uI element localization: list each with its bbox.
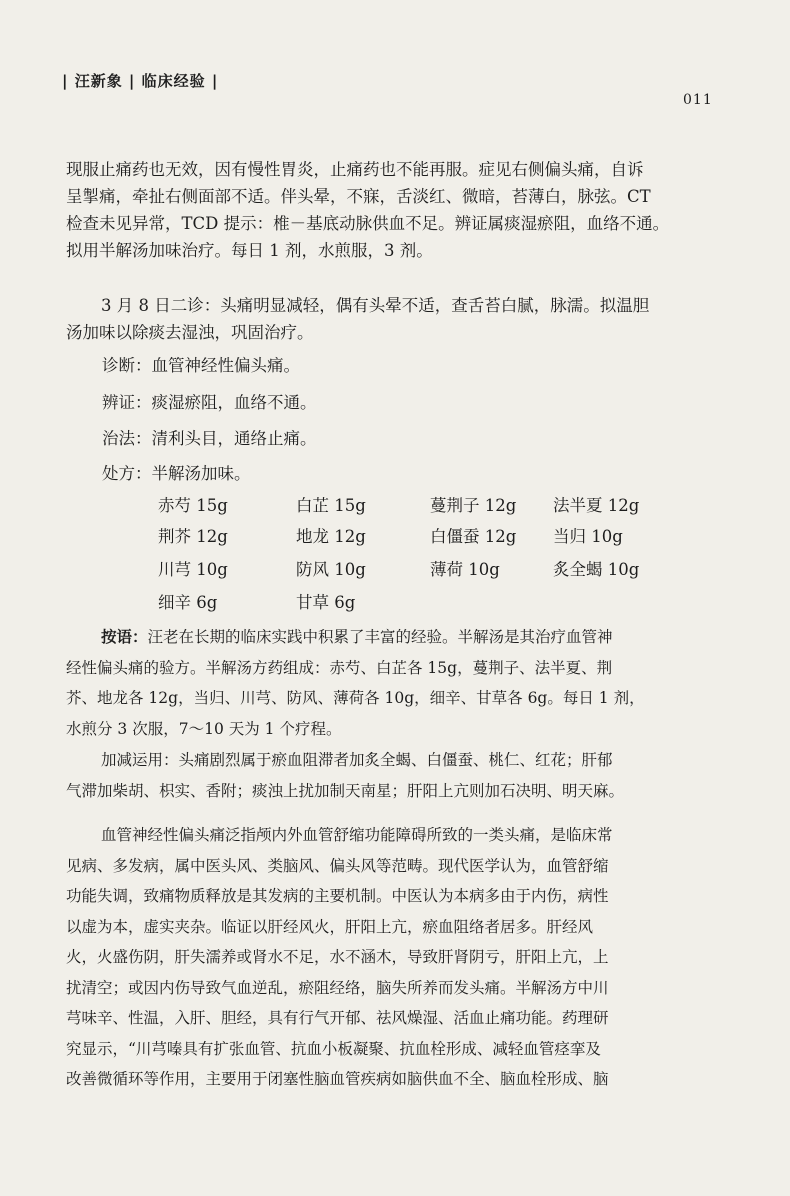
text-line: 改善微循环等作用，主要用于闭塞性脑血管疾病如脑供血不全、脑血栓形成、脑 [66,1070,609,1088]
text-line: 汤加味以除痰去湿浊，巩固治疗。 [66,323,314,342]
text-line: 见病、多发病，属中医头风、类脑风、偏头风等范畴。现代医学认为，血管舒缩 [66,856,609,875]
herb-item: 白芷 15g [296,496,366,515]
text-line: 现服止痛药也无效，因有慢性胃炎，止痛药也不能再服。症见右侧偏头痛，自诉 [66,160,644,179]
text-line [66,622,726,653]
herb-item: 白僵蚕 12g [430,527,517,546]
herb-item: 法半夏 12g [553,496,640,515]
second-visit-paragraph [66,292,716,346]
text-line: 加减运用：头痛剧烈属于瘀血阻滞者加炙全蝎、白僵蚕、桃仁、红花；肝郁 [101,751,613,769]
text-line: 功能失调，致痛物质释放是其发病的主要机制。中医认为本病多由于内伤，病性 [66,887,609,905]
treatment-method: 治法：清利头目，通络止痛。 [102,429,317,448]
herb-item: 防风 10g [296,560,366,579]
herb-item: 荆芥 12g [158,527,228,546]
diagnosis: 诊断：血管神经性偏头痛。 [102,356,300,375]
syndrome-differentiation: 辨证：痰湿瘀阻，血络不通。 [102,393,317,412]
text-line: 以虚为本，虚实夹杂。临证以肝经风火，肝阳上亢，瘀血阻络者居多。肝经风 [66,917,594,936]
text-line: 3 月 8 日二诊：头痛明显减轻，偶有头晕不适，查舌苔白腻，脉濡。拟温胆 [101,296,650,315]
herb-item: 蔓荆子 12g [430,496,517,515]
text-line: 拟用半解汤加味治疗。每日 1 剂，水煎服，3 剂。 [66,241,433,260]
herb-item: 地龙 12g [296,527,366,546]
text-line: 气滞加柴胡、枳实、香附；痰浊上扰加制天南星；肝阳上亢则加石决明、明天麻。 [66,781,625,800]
text-span: 汪老在长期的临床实践中积累了丰富的经验。半解汤是其治疗血管神 [147,628,613,646]
text-line: 芥、地龙各 12g，当归、川芎、防风、薄荷各 10g，细辛、甘草各 6g。每日 1 剂， [66,689,645,707]
text-line: 究显示，“川芎嗪具有扩张血管、抗血小板凝聚、抗血栓形成、减轻血管痉挛及 [66,1039,601,1058]
herb-item: 赤芍 15g [158,496,228,515]
text-line: 芎味辛、性温，入肝、胆经，具有行气开郁、祛风燥湿、活血止痛功能。药理研 [66,1009,609,1027]
prescription-label: 处方：半解汤加味。 [102,464,251,483]
page-number: 011 [683,92,713,108]
text-line: 水煎分 3 次服，7～10 天为 1 个疗程。 [66,719,342,738]
text-line: 呈掣痛，牵扯右侧面部不适。伴头晕，不寐，舌淡红、微暗，苔薄白，脉弦。CT [66,187,651,206]
text-line: 血管神经性偏头痛泛指颅内外血管舒缩功能障碍所致的一类头痛，是临床常 [101,826,613,844]
case-paragraph [66,156,716,264]
running-header: | 汪新象 | 临床经验 | [62,72,219,90]
text-line: 检查未见异常，TCD 提示：椎－基底动脉供血不足。辨证属痰湿瘀阻，血络不通。 [66,214,670,233]
text-line: 经性偏头痛的验方。半解汤方药组成：赤芍、白芷各 15g，蔓荆子、法半夏、荆 [66,658,613,677]
herb-item: 川芎 10g [158,560,228,579]
herb-item: 炙全蝎 10g [553,560,640,579]
herb-item: 薄荷 10g [430,560,500,579]
commentary-label: 按语： [101,628,148,646]
discussion-paragraph [66,820,726,1095]
text-line: 扰清空；或因内伤导致气血逆乱，瘀阻经络，脑失所养而发头痛。半解汤方中川 [66,978,609,997]
commentary-paragraph [66,622,726,744]
text-line: 火，火盛伤阴，肝失濡养或肾水不足，水不涵木，导致肝肾阴亏，肝阳上亢，上 [66,948,609,966]
herb-item: 细辛 6g [158,593,218,612]
modifications-paragraph [66,745,726,806]
herb-item: 甘草 6g [296,593,356,612]
herb-item: 当归 10g [553,527,623,546]
